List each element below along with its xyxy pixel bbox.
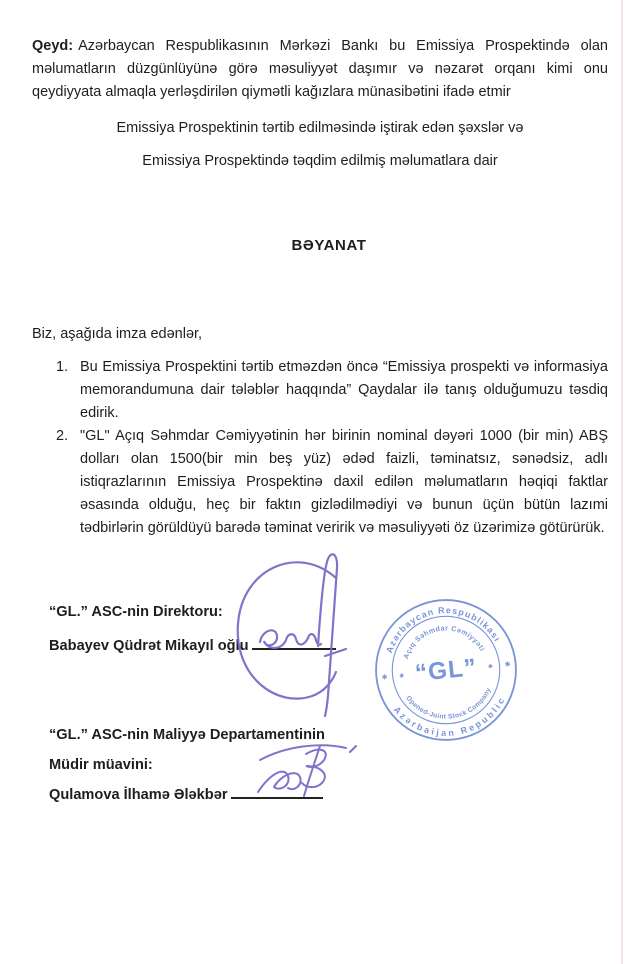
scan-artifact-line bbox=[621, 0, 623, 964]
stamp-star-left-icon: ✱ bbox=[381, 673, 388, 682]
director-title: “GL.” ASC-nin Direktoru: bbox=[49, 604, 223, 620]
declaration-list bbox=[56, 356, 608, 540]
list-item-text: "GL" Açıq Səhmdar Cəmiyyətinin hər birinin nominal dəyəri 1000 (bir min) ABŞ dolları olan 1500(bir min beş yüz) ədəd faizli, təminatsız, sənədsiz, adlı istiqrazlarının Emissiya Prospektinə daxil edilən məlumatların həqiqi faktlar əsasında olduğu, heç bir faktın gizlədilmədiyi və bunun üçün bütün lazımi tədbirlərin görüldüyü barədə təminat veririk və məsuliyyəti öz üzərimizə götürürük. bbox=[80, 428, 608, 536]
finance-title: “GL.” ASC-nin Maliyyə Departamentinin bbox=[49, 727, 325, 743]
note-paragraph bbox=[32, 35, 608, 104]
finance-signature-line bbox=[231, 794, 323, 799]
finance-signature-block bbox=[49, 727, 325, 804]
stamp-star-inner-right-icon: ✱ bbox=[487, 663, 494, 671]
stamp-outer-top-text: Azərbaycan Respublikası bbox=[383, 605, 503, 655]
stamp-inner-top-text: Açıq Səhmdar Cəmiyyəti bbox=[402, 624, 487, 661]
intro-line: Biz, aşağıda imza edənlər, bbox=[32, 326, 203, 342]
declaration-heading: BƏYANAT bbox=[291, 237, 367, 254]
stamp-inner-bottom-text: Opened-Joint Stock Company bbox=[404, 686, 493, 721]
list-item bbox=[56, 425, 608, 540]
finance-name: Qulamova İlhamə Ələkbər bbox=[49, 787, 228, 803]
subtitle-line-1: Emissiya Prospektinin tərtib edilməsində iştirak edən şəxslər və bbox=[116, 120, 524, 136]
director-name-line bbox=[49, 638, 336, 655]
director-signature-block bbox=[49, 604, 336, 655]
note-label: Qeyd: bbox=[32, 37, 74, 54]
list-item-number: 2. bbox=[56, 428, 69, 444]
list-item-number: 1. bbox=[56, 359, 69, 375]
subtitle-line-2: Emissiya Prospektində təqdim edilmiş məlumatlara dair bbox=[142, 153, 498, 169]
company-stamp bbox=[372, 596, 520, 744]
stamp-outer-bottom-text: Azərbaijan Republic bbox=[391, 694, 508, 738]
stamp-star-right-icon: ✱ bbox=[504, 660, 511, 669]
finance-subtitle: Müdir müavini: bbox=[49, 757, 153, 773]
list-item-text: Bu Emissiya Prospektini tərtib etməzdən öncə “Emissiya prospekti və informasiya memorandumuna dair tələblər haqqında” Qaydalar ilə tanış olduğumuzu təsdiq edirik. bbox=[80, 359, 608, 421]
finance-name-line bbox=[49, 787, 325, 804]
list-item bbox=[56, 356, 608, 425]
stamp-center-text: “GL” bbox=[413, 653, 479, 688]
director-signature-line bbox=[252, 645, 336, 650]
note-text: Azərbaycan Respublikasının Mərkəzi Bankı bu Emissiya Prospektində olan məlumatların düzgünlüyünə görə məsuliyyət daşımır və nəzarət orqanı kimi onu qeydiyyata almaqla yerləşdirilən qiymətli kağızlara münasibətini ifadə etmir bbox=[32, 37, 608, 100]
stamp-star-inner-left-icon: ✱ bbox=[398, 672, 405, 680]
director-name: Babayev Qüdrət Mikayıl oğlu bbox=[49, 638, 249, 654]
